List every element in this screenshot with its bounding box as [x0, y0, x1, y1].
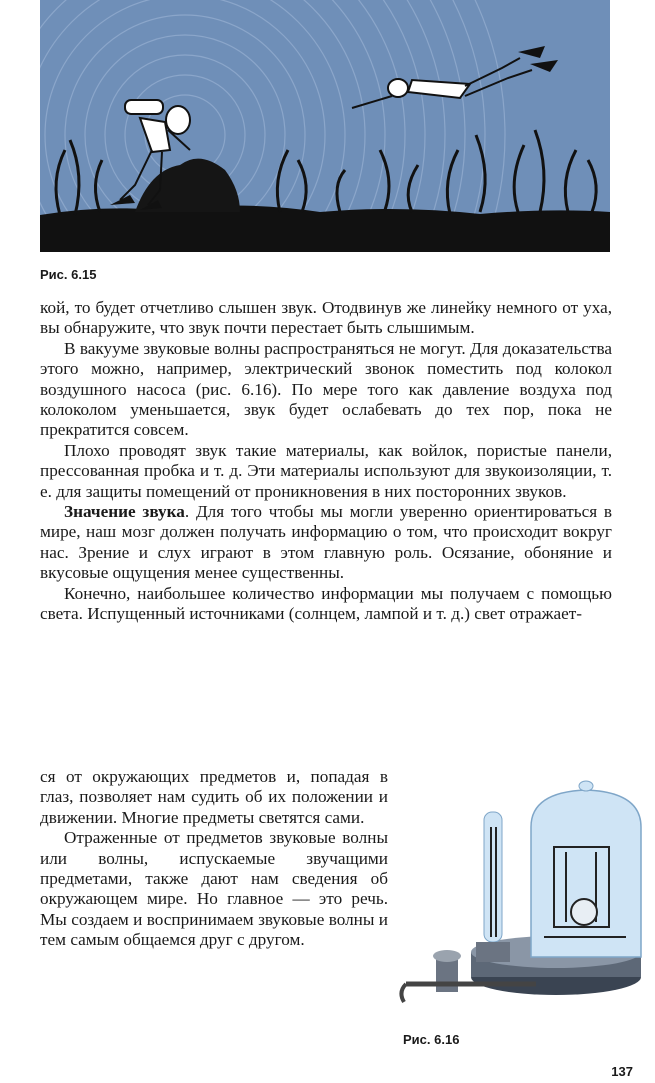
paragraph-2: В вакууме звуковые волны распространяться не могут. Для доказательства этого можно, например, электрический звонок поместить под колокол воздушного насоса (рис. 6.16). По мере того как давление воздуха под колоколом уменьшается, звук будет ослабевать до тех пор, пока не прекратится совсем.: [40, 338, 612, 440]
figure-divers-illustration: [40, 0, 610, 252]
paragraph-5: Конечно, наибольшее количество информации мы получаем с помощью света. Испущенный источниками (солнцем, лампой и т. д.) свет отражает-: [40, 583, 612, 624]
paragraph-5-cont: ся от окружающих предметов и, попадая в глаз, позволяет нам судить об их положении и движении. Многие предметы светятся сами.: [40, 767, 388, 827]
body-text-narrow: [40, 767, 388, 951]
paragraph-3: Плохо проводят звук такие материалы, как войлок, пористые панели, прессованная пробка и т. д. Эти материалы используют для звукоизоляции, т. е. для защиты помещений от проникновения в них посторонних звуков.: [40, 440, 612, 501]
section-heading: Значение звука: [64, 502, 185, 522]
figure-bell-jar-illustration: [396, 772, 646, 1024]
paragraph-4: [40, 502, 612, 584]
paragraph-6: Отраженные от предметов звуковые волны или волны, испускаемые звучащими предметами, также дают нам сведения об окружающем мире. Но главное — это речь. Мы создаем и воспринимаем звуковые волны и тем самым общаемся друг с другом.: [40, 828, 388, 950]
figure-caption: Рис. 6.15: [40, 267, 97, 282]
page-number: 137: [611, 1064, 633, 1079]
paragraph-4-text: . Для того чтобы мы могли уверенно ориентироваться в мире, наш мозг должен получать информацию о том, что происходит вокруг нас. Зрение и слух играют в этом главную роль. Осязание, обоняние и вкусовые ощущения менее существенны.: [40, 502, 612, 583]
figure-caption: Рис. 6.16: [403, 1032, 460, 1047]
body-text: [40, 298, 612, 625]
paragraph-1: кой, то будет отчетливо слышен звук. Отодвинув же линейку немного от уха, вы обнаружите, что звук почти перестает быть слышимым.: [40, 298, 612, 338]
